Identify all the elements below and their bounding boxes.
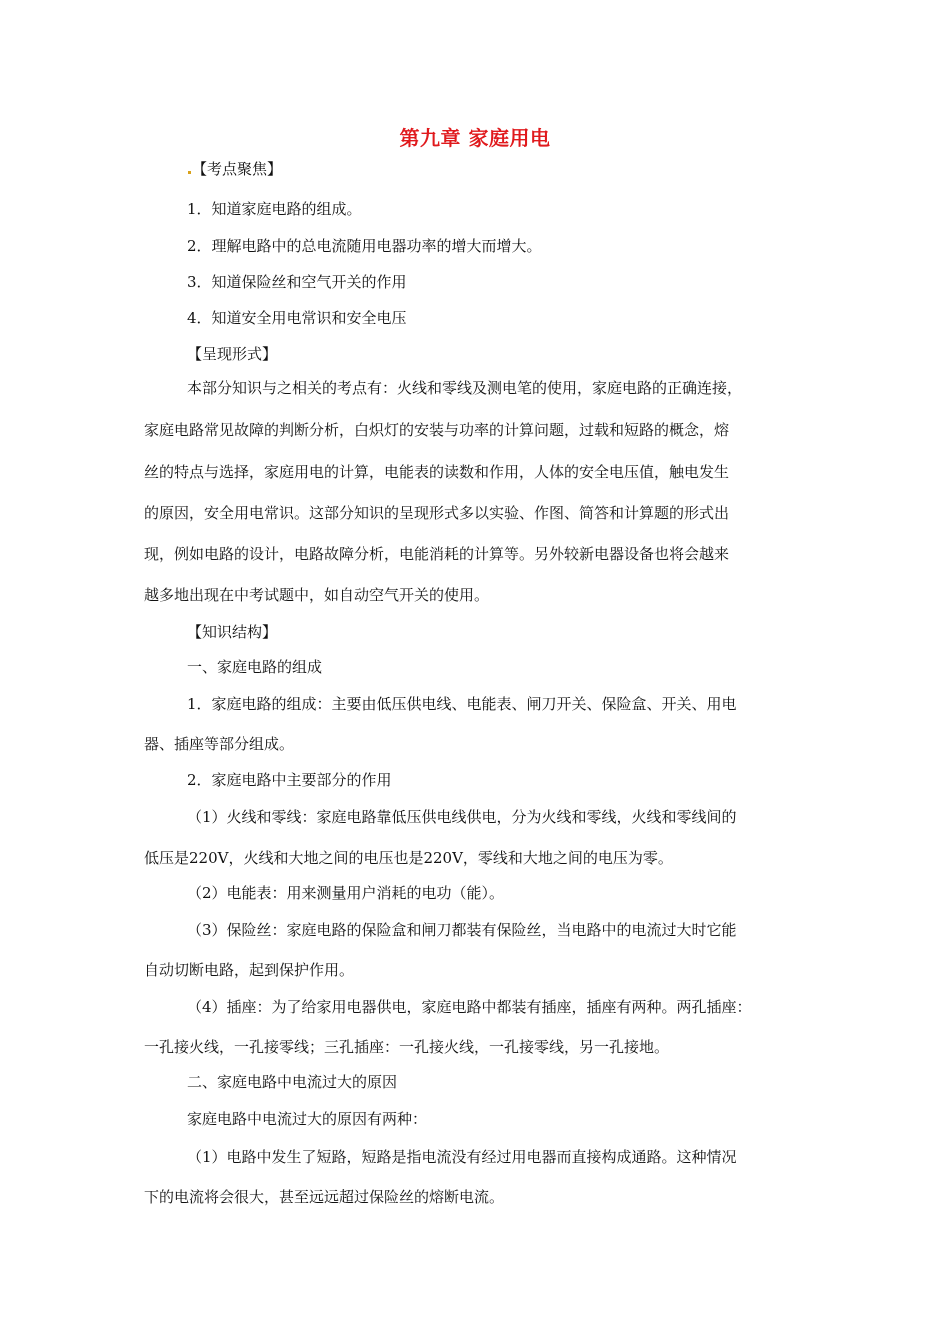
paragraph-line: 1．家庭电路的组成：主要由低压供电线、电能表、闸刀开关、保险盒、开关、用电 (187, 695, 737, 713)
paragraph-line: 现，例如电路的设计，电路故障分析，电能消耗的计算等。另外较新电器设备也将会越来 (144, 545, 730, 563)
paragraph-line: 低压是220V，火线和大地之间的电压也是220V，零线和大地之间的电压为零。 (144, 849, 673, 867)
paragraph-line: （1）电路中发生了短路，短路是指电流没有经过用电器而直接构成通路。这种情况 (187, 1148, 737, 1166)
list-item: 4．知道安全用电常识和安全电压 (187, 309, 407, 327)
paragraph-line: 越多地出现在中考试题中，如自动空气开关的使用。 (144, 586, 490, 604)
list-item: 2．理解电路中的总电流随用电器功率的增大而增大。 (187, 237, 542, 255)
paragraph-line: 自动切断电路，起到保护作用。 (144, 961, 355, 979)
paragraph-line: 一孔接火线，一孔接零线；三孔插座：一孔接火线，一孔接零线，另一孔接地。 (144, 1038, 670, 1056)
paragraph-line: （1）火线和零线：家庭电路靠低压供电线供电，分为火线和零线，火线和零线间的 (187, 808, 737, 826)
paragraph-line: 器、插座等部分组成。 (144, 735, 295, 753)
subheading: 2．家庭电路中主要部分的作用 (187, 771, 392, 789)
page-title: 第九章 家庭用电 (399, 126, 551, 150)
subheading: 二、家庭电路中电流过大的原因 (187, 1073, 398, 1091)
paragraph-line: 家庭电路常见故障的判断分析，白炽灯的安装与功率的计算问题，过载和短路的概念，熔 (144, 421, 730, 439)
paragraph-line: 家庭电路中电流过大的原因有两种： (187, 1110, 428, 1128)
list-item: 3．知道保险丝和空气开关的作用 (187, 273, 407, 291)
subheading: 一、家庭电路的组成 (187, 658, 323, 676)
paragraph-line: 丝的特点与选择，家庭用电的计算，电能表的读数和作用，人体的安全电压值，触电发生 (144, 463, 730, 481)
paragraph-line: （4）插座：为了给家用电器供电，家庭电路中都装有插座，插座有两种。两孔插座： (187, 998, 752, 1016)
section-heading-text: 【考点聚焦】 (192, 160, 283, 178)
section-heading-focus (187, 158, 282, 180)
paragraph-line: （3）保险丝：家庭电路的保险盒和闸刀都装有保险丝，当电路中的电流过大时它能 (187, 921, 737, 939)
paragraph-line: 下的电流将会很大，甚至远远超过保险丝的熔断电流。 (144, 1188, 505, 1206)
section-heading-format: 【呈现形式】 (187, 345, 278, 363)
paragraph-line: （2）电能表：用来测量用户消耗的电功（能）。 (187, 884, 505, 902)
paragraph-line: 的原因，安全用电常识。这部分知识的呈现形式多以实验、作图、简答和计算题的形式出 (144, 504, 730, 522)
paragraph-line: 本部分知识与之相关的考点有：火线和零线及测电笔的使用，家庭电路的正确连接， (187, 379, 743, 397)
list-item: 1．知道家庭电路的组成。 (187, 200, 362, 218)
section-heading-structure: 【知识结构】 (187, 623, 278, 641)
stray-mark (188, 171, 191, 174)
